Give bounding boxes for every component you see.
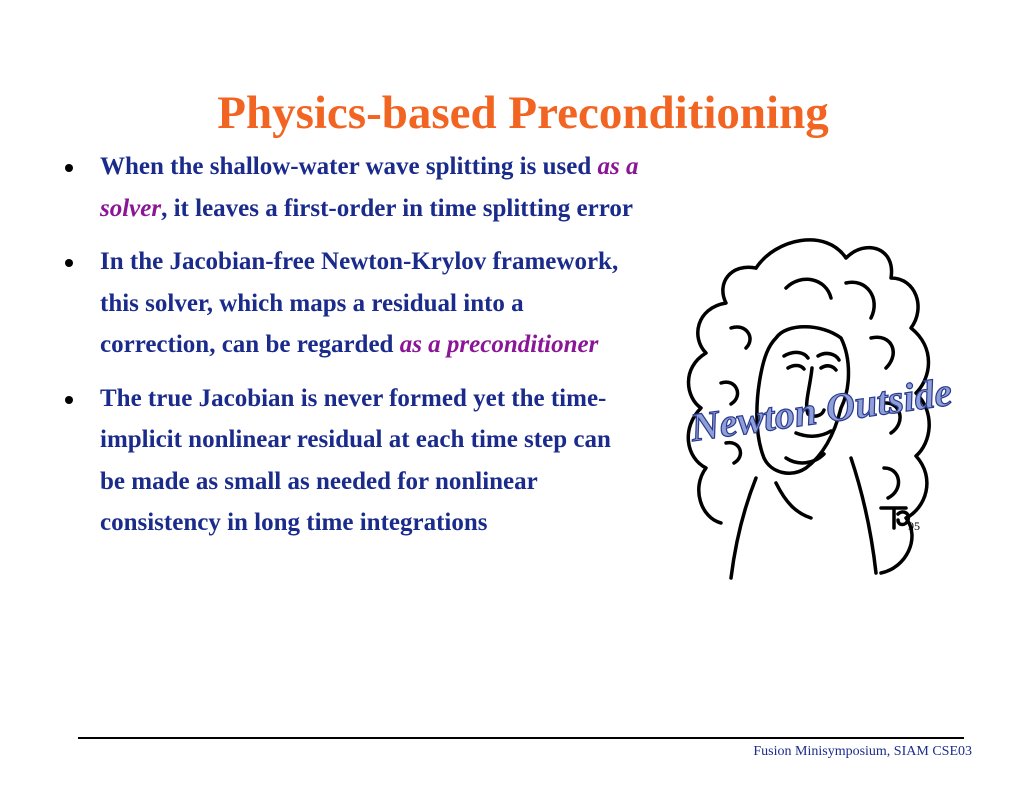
bullet-dot-icon	[65, 259, 73, 267]
bullet-emphasis: as a preconditioner	[399, 331, 599, 358]
bullet-text: In the Jacobian-free Newton-Krylov framework, this solver, which maps a residual into a correction, can be regarded	[100, 248, 619, 358]
wordart-caption: Newton Outside	[687, 368, 955, 451]
bullet-text: When the shallow-water wave splitting is used	[100, 153, 598, 180]
slide-title: Physics-based Preconditioning	[217, 87, 829, 139]
bullet-item	[62, 241, 642, 366]
bullet-item	[62, 146, 642, 229]
footer-divider	[78, 737, 964, 739]
footer-text: Fusion Minisymposium, SIAM CSE03	[753, 744, 972, 759]
newton-portrait-image	[636, 228, 976, 608]
bullet-text: The true Jacobian is never formed yet the time-implicit nonlinear residual at each time step can be made as small as needed for nonlinear consistency in long time integrations	[100, 384, 611, 536]
bullet-text-tail: , it leaves a first-order in time splitting error	[161, 194, 633, 222]
bullet-dot-icon	[65, 164, 73, 172]
bullet-dot-icon	[65, 396, 73, 404]
signature-text: 95	[908, 519, 920, 533]
bullet-emphasis: as a solver	[100, 153, 639, 222]
bullet-list	[62, 146, 642, 556]
bullet-item	[62, 378, 642, 544]
